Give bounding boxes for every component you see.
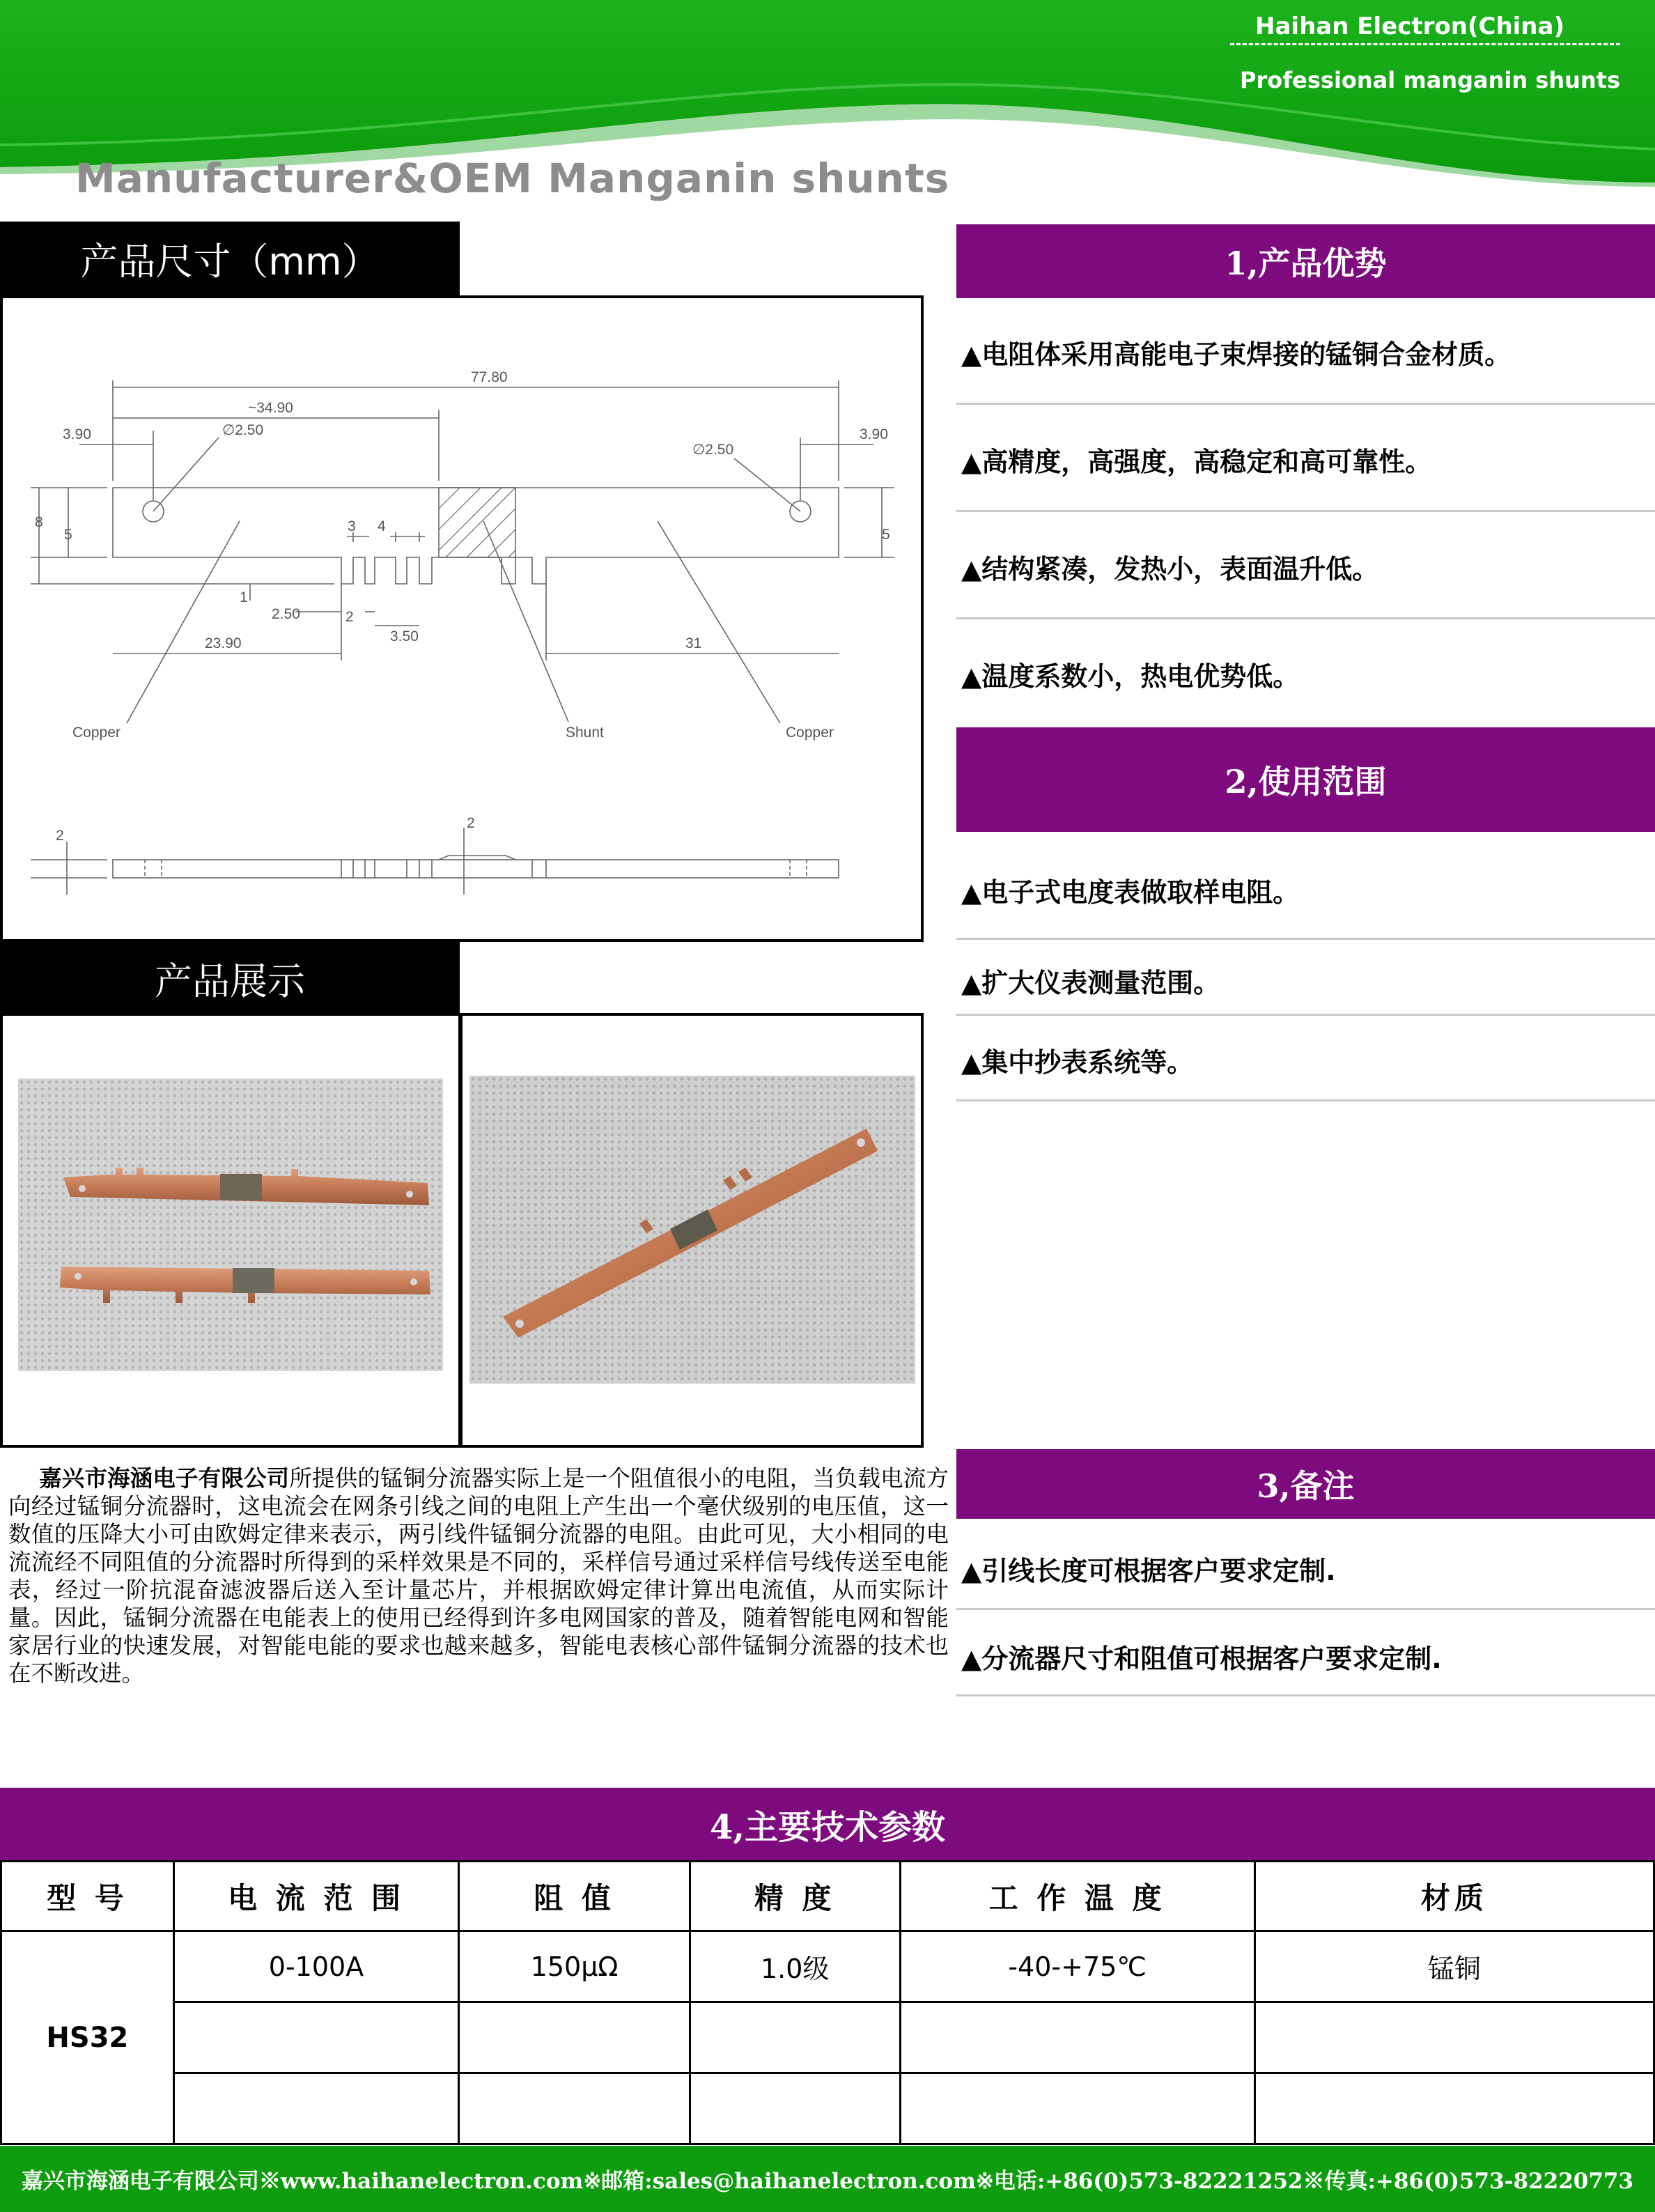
advantages-title: 1,产品优势 bbox=[956, 224, 1655, 298]
table-row bbox=[1, 2073, 1654, 2144]
accuracy-cell: 1.0级 bbox=[690, 1931, 900, 2002]
empty-cell bbox=[900, 2073, 1254, 2144]
divider bbox=[956, 938, 1655, 940]
dim-31: 31 bbox=[685, 635, 702, 651]
dim-hole-left: ∅2.50 bbox=[222, 422, 264, 438]
header-tagline: Professional manganin shunts bbox=[1240, 67, 1620, 93]
divider bbox=[956, 1099, 1655, 1101]
temperature-cell: -40-+75℃ bbox=[900, 1931, 1254, 2002]
divider bbox=[956, 1014, 1655, 1016]
description-company: 嘉兴市海涵电子有限公司 bbox=[39, 1464, 290, 1492]
dim-shunt-pos: ~34.90 bbox=[248, 400, 293, 416]
usage-item: ▲集中抄表系统等。 bbox=[961, 1047, 1194, 1078]
divider bbox=[956, 403, 1655, 405]
material-cell: 锰铜 bbox=[1254, 1931, 1654, 2002]
page-header bbox=[0, 0, 1655, 209]
header-current-range: 电 流 范 围 bbox=[173, 1862, 458, 1931]
divider bbox=[956, 510, 1655, 512]
dim-edge-right: 3.90 bbox=[860, 426, 888, 442]
divider bbox=[956, 1608, 1655, 1610]
empty-cell bbox=[690, 2073, 900, 2144]
empty-cell bbox=[459, 2073, 690, 2144]
dim-tab-4: 4 bbox=[378, 518, 386, 534]
specs-table bbox=[0, 1860, 1655, 2145]
dim-hole-right: ∅2.50 bbox=[692, 442, 734, 458]
dim-2: 2 bbox=[345, 609, 354, 625]
header-model: 型 号 bbox=[1, 1862, 174, 1931]
dimensions-title: 产品尺寸（mm） bbox=[0, 222, 460, 295]
dim-height-5-left: 5 bbox=[64, 527, 72, 543]
dim-height-8: 8 bbox=[35, 514, 43, 530]
label-copper-right: Copper bbox=[786, 725, 834, 741]
notes-title: 3,备注 bbox=[956, 1449, 1655, 1519]
header-accuracy: 精 度 bbox=[690, 1862, 900, 1931]
dim-2-50: 2.50 bbox=[272, 606, 300, 622]
empty-cell bbox=[173, 2002, 458, 2073]
product-photo-2 bbox=[469, 1076, 915, 1384]
divider bbox=[956, 617, 1655, 619]
dim-3-50: 3.50 bbox=[390, 628, 419, 644]
advantage-item: ▲高精度，高强度，高稳定和高可靠性。 bbox=[961, 447, 1432, 477]
header-temperature: 工 作 温 度 bbox=[900, 1862, 1254, 1931]
empty-cell bbox=[690, 2002, 900, 2073]
divider bbox=[956, 1694, 1655, 1696]
dim-1: 1 bbox=[240, 589, 248, 605]
dim-total: 77.80 bbox=[471, 369, 508, 385]
empty-cell bbox=[1254, 2073, 1654, 2144]
advantage-item: ▲电阻体采用高能电子束焊接的锰铜合金材质。 bbox=[961, 339, 1512, 370]
model-cell: HS32 bbox=[1, 1931, 174, 2144]
dimension-drawing-panel bbox=[0, 295, 924, 942]
showcase-title: 产品展示 bbox=[0, 942, 460, 1014]
advantage-item: ▲结构紧凑，发热小，表面温升低。 bbox=[961, 554, 1379, 585]
label-copper-left: Copper bbox=[72, 725, 121, 741]
company-name-en: Haihan Electron(China) bbox=[1255, 13, 1564, 40]
dim-height-5-right: 5 bbox=[882, 527, 890, 543]
note-item: ▲分流器尺寸和阻值可根据客户要求定制. bbox=[961, 1643, 1442, 1674]
table-row bbox=[1, 2002, 1654, 2073]
empty-cell bbox=[900, 2002, 1254, 2073]
usage-title: 2,使用范围 bbox=[956, 727, 1655, 832]
note-item: ▲引线长度可根据客户要求定制. bbox=[961, 1556, 1336, 1586]
dim-thickness-left: 2 bbox=[56, 828, 64, 844]
table-row bbox=[1, 1931, 1654, 2002]
header-divider bbox=[1230, 43, 1620, 45]
current-range-cell: 0-100A bbox=[173, 1931, 458, 2002]
product-photo-panel-1 bbox=[0, 1013, 461, 1448]
dim-edge-left: 3.90 bbox=[63, 426, 91, 442]
label-shunt: Shunt bbox=[566, 725, 604, 741]
usage-item: ▲扩大仪表测量范围。 bbox=[961, 968, 1220, 998]
usage-item: ▲电子式电度表做取样电阻。 bbox=[961, 877, 1300, 908]
dim-thickness-mid: 2 bbox=[467, 815, 475, 831]
specs-title: 4,主要技术参数 bbox=[0, 1788, 1655, 1860]
dim-23-90: 23.90 bbox=[205, 635, 242, 651]
side-view-drawing bbox=[31, 828, 839, 895]
specs-header-row bbox=[1, 1862, 1654, 1931]
empty-cell bbox=[173, 2073, 458, 2144]
description-text: 所提供的锰铜分流器实际上是一个阻值很小的电阻，当负载电流方向经过锰铜分流器时，这电流会在网条引线之间的电阻上产生出一个毫伏级别的电压值，这一数值的压降大小可由欧姆定律来表示，两引线件锰铜分流器的电阻。由此可见，大小相同的电流流经不同阻值的分流器时所得到的采样效果是不同的，采样信号通过采样信号线传送至电能表，经过一阶抗混奋滤波器后送入至计量芯片，并根据欧姆定律计算出电流值，从而实际计量。因此，锰铜分流器在电能表上的使用已经得到许多电网国家的普及，随着智能电网和智能家居行业的快速发展，对智能电能的要求也越来越多，智能电表核心部件锰铜分流器的技术也在不断改进。 bbox=[8, 1465, 949, 1687]
dim-tab-3: 3 bbox=[348, 518, 356, 534]
company-description bbox=[8, 1464, 949, 1687]
footer-contact: 嘉兴市海涵电子有限公司※www.haihanelectron.com※邮箱:sales@haihanelectron.com※电话:+86(0)573-82221252※传真:+86(0)573-82220773 bbox=[0, 2146, 1655, 2212]
empty-cell bbox=[1254, 2002, 1654, 2073]
product-photo-1 bbox=[18, 1078, 443, 1371]
dimension-drawing bbox=[3, 298, 921, 939]
product-photo-panel-2 bbox=[460, 1013, 924, 1448]
header-resistance: 阻 值 bbox=[459, 1862, 690, 1931]
empty-cell bbox=[459, 2002, 690, 2073]
resistance-cell: 150μΩ bbox=[459, 1931, 690, 2002]
banner-title: Manufacturer&OEM Manganin shunts bbox=[75, 155, 950, 202]
advantage-item: ▲温度系数小，热电优势低。 bbox=[961, 661, 1300, 692]
header-material: 材质 bbox=[1254, 1862, 1654, 1931]
